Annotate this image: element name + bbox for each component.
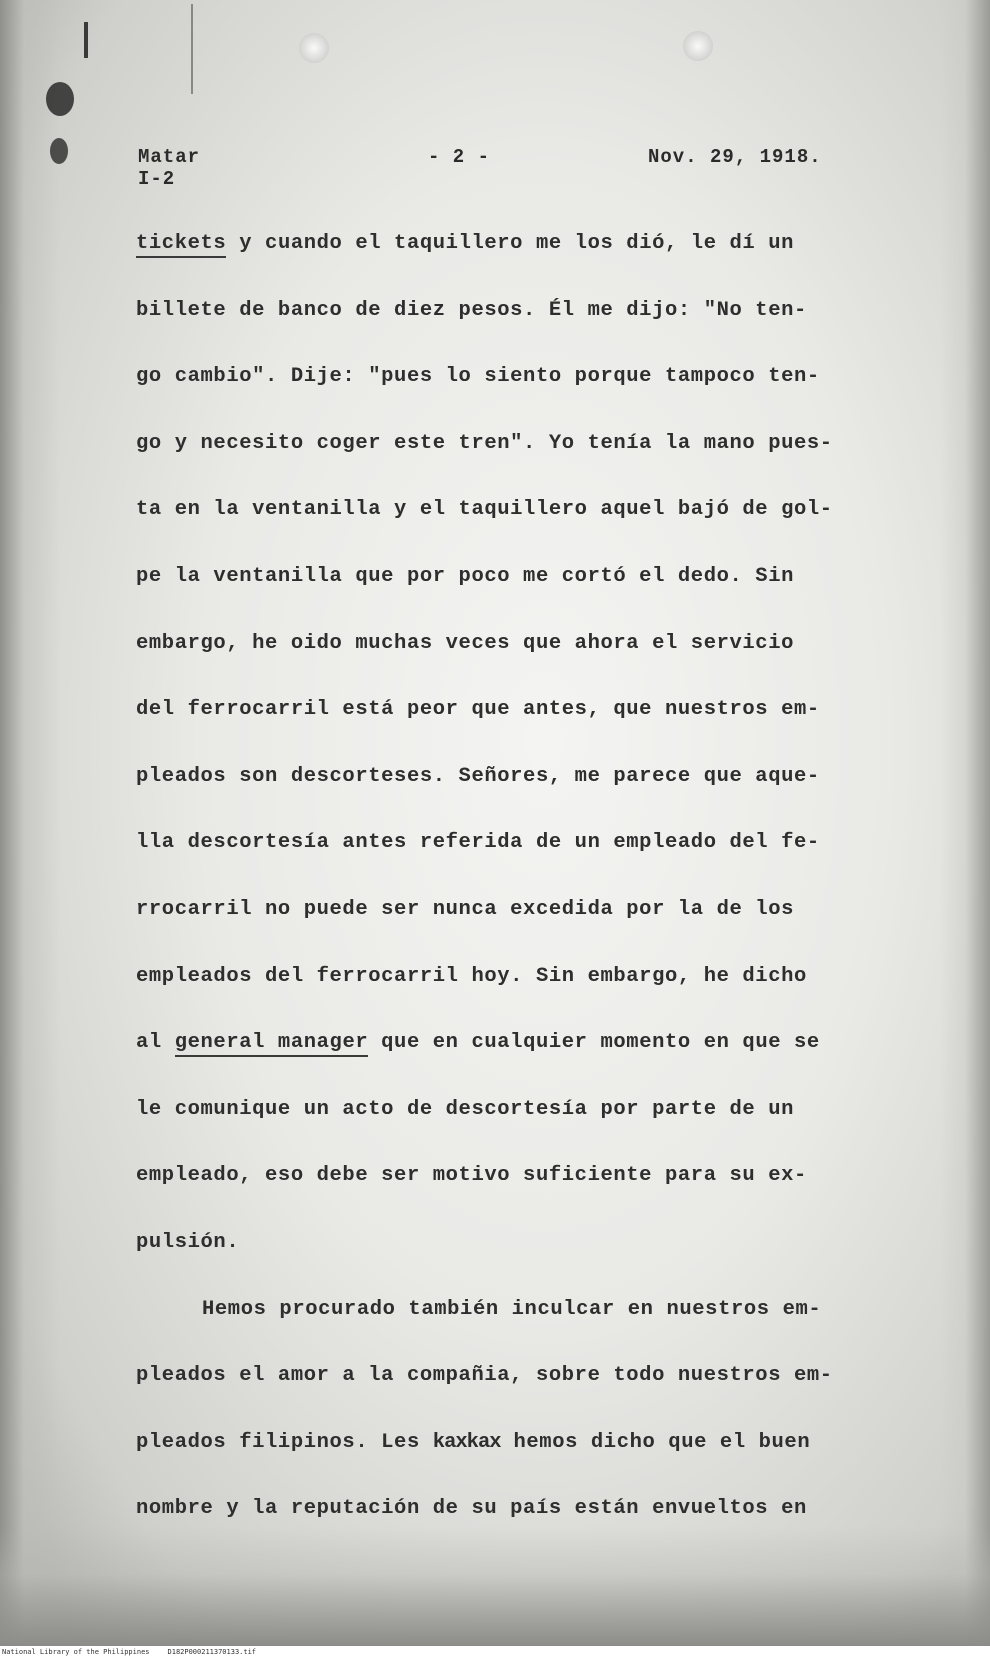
struck-out-word: kaxkax bbox=[432, 1430, 501, 1454]
text-line-7: embargo, he oido muchas veces que ahora el servicio bbox=[136, 631, 795, 655]
text-line-15: empleado, eso debe ser motivo suficiente para su ex- bbox=[136, 1164, 807, 1188]
text-line-8: del ferrocarril está peor que antes, que nuestros em- bbox=[136, 698, 820, 722]
text-line-18: pleados el amor a la compañia, sobre todo nuestros em- bbox=[136, 1364, 833, 1388]
underlined-word-tickets: tickets bbox=[136, 232, 226, 258]
text-line-9: pleados son descorteses. Señores, me parece que aque- bbox=[136, 764, 820, 788]
header-reference bbox=[138, 146, 200, 190]
page-header bbox=[138, 146, 858, 196]
text-line-19 bbox=[136, 1431, 896, 1498]
punch-hole-right bbox=[683, 31, 713, 61]
text-line-20: nombre y la reputación de su país están envueltos en bbox=[136, 1497, 807, 1521]
text-line-10: lla descortesía antes referida de un empleado del fe- bbox=[136, 831, 820, 855]
line-19-start: pleados filipinos. Les bbox=[136, 1430, 420, 1454]
text-line-2: billete de banco de diez pesos. Él me dijo: "No ten- bbox=[136, 298, 807, 322]
paper-fold-line bbox=[191, 4, 193, 94]
text-line-11: rrocarril no puede ser nunca excedida por la de los bbox=[136, 897, 795, 921]
ink-mark-vertical bbox=[84, 22, 88, 58]
typed-body-text bbox=[136, 232, 896, 1564]
text-line-16: pulsión. bbox=[136, 1230, 240, 1254]
ink-blot-top bbox=[46, 82, 74, 116]
text-line-13 bbox=[136, 1031, 896, 1098]
text-line-1 bbox=[136, 232, 896, 299]
ink-blot-middle bbox=[50, 138, 68, 164]
text-line-17: Hemos procurado también inculcar en nuestros em- bbox=[202, 1297, 822, 1321]
page-number: - 2 - bbox=[428, 146, 491, 168]
text-line-14: le comunique un acto de descortesía por parte de un bbox=[136, 1097, 795, 1121]
underlined-phrase-general-manager: general manager bbox=[175, 1031, 369, 1057]
punch-hole-left bbox=[299, 33, 329, 63]
header-date: Nov. 29, 1918. bbox=[648, 146, 822, 168]
scan-shadow-right bbox=[940, 0, 990, 1646]
word-al: al bbox=[136, 1031, 162, 1055]
header-code: I-2 bbox=[138, 168, 176, 190]
footer-library: National Library of the Philippines bbox=[2, 1648, 150, 1656]
text-line-5: ta en la ventanilla y el taquillero aquel bajó de gol- bbox=[136, 498, 833, 522]
archive-footer bbox=[0, 1646, 990, 1658]
footer-file-id: D182P000211370133.tif bbox=[167, 1648, 257, 1656]
text-line-6: pe la ventanilla que por poco me cortó el dedo. Sin bbox=[136, 564, 795, 588]
text-line-3: go cambio". Dije: "pues lo siento porque tampoco ten- bbox=[136, 365, 820, 389]
text-line-4: go y necesito coger este tren". Yo tenía la mano pues- bbox=[136, 431, 833, 455]
text-line-12: empleados del ferrocarril hoy. Sin embargo, he dicho bbox=[136, 964, 807, 988]
line-1-text: y cuando el taquillero me los dió, le dí un bbox=[239, 232, 795, 255]
header-author: Matar bbox=[138, 146, 201, 168]
line-19-end: hemos dicho que el buen bbox=[513, 1430, 811, 1454]
line-13-text: que en cualquier momento en que se bbox=[381, 1031, 820, 1055]
scan-shadow-left bbox=[0, 0, 60, 1646]
